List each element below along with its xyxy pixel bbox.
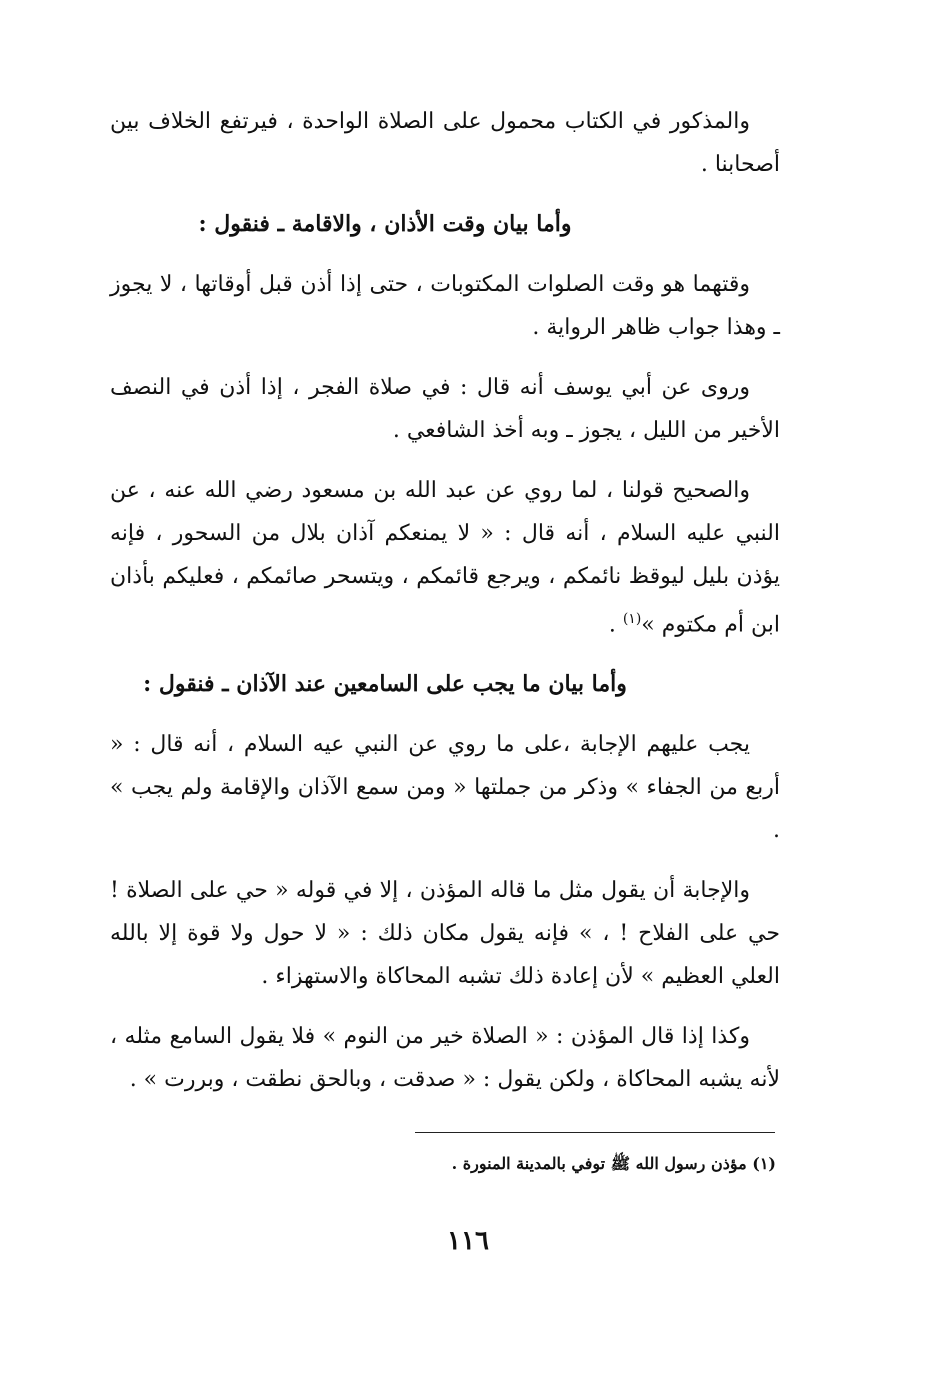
paragraph-4 <box>110 469 780 646</box>
footnote <box>452 1150 776 1178</box>
paragraph-2: وقتهما هو وقت الصلوات المكتوبات ، حتى إذا أذن قبل أوقاتها ، لا يجوز ـ وهذا جواب ظاهر الرواية . <box>110 272 780 340</box>
footnote-reference[interactable]: (١) <box>622 611 642 627</box>
paragraph-7: وكذا إذا قال المؤذن : « الصلاة خير من النوم » فلا يقول السامع مثله ، لأنه يشبه المحاكاة ، ولكن يقول : « صدقت ، وبالحق نطقت ، وبررت » . <box>110 1024 780 1093</box>
paragraph-1: والمذكور في الكتاب محمول على الصلاة الواحدة ، فيرتفع الخلاف بين أصحابنا . <box>110 109 780 177</box>
footnote-marker: (١) <box>752 1154 776 1173</box>
page-number: ١١٦ <box>447 1226 489 1256</box>
paragraph-3: وروى عن أبي يوسف أنه قال : في صلاة الفجر ، إذا أذن في النصف الأخير من الليل ، يجوز ـ وبه أخذ الشافعي . <box>110 375 780 443</box>
page-body <box>110 100 780 1118</box>
paragraph-5: يجب عليهم الإجابة ،على ما روي عن النبي عيه السلام ، أنه قال : « أربع من الجفاء » وذكر من جملتها « ومن سمع الآذان والإقامة ولم يجب » . <box>110 732 780 844</box>
section-heading-listeners: وأما بيان ما يجب على السامعين عند الآذان ـ فنقول : <box>143 671 627 698</box>
footnote-divider <box>415 1132 775 1133</box>
section-heading-adhan-time: وأما بيان وقت الأذان ، والاقامة ـ فنقول : <box>198 211 572 237</box>
paragraph-4-text: والصحيح قولنا ، لما روي عن عبد الله بن مسعود رضي الله عنه ، عن النبي عليه السلام ، أنه قال : « لا يمنعكم آذان بلال من السحور ، فإنه يؤذن بليل ليوقظ نائمكم ، ويرجع قائمكم ، ويتسحر صائمكم ، فعليكم بأذان ابن أم مكتوم » <box>110 478 781 638</box>
paragraph-6: والإجابة أن يقول مثل ما قاله المؤذن ، إلا في قوله « حي على الصلاة ! حي على الفلاح ! ، » فإنه يقول مكان ذلك : « لا حول ولا قوة إلا بالله العلي العظيم » لأن إعادة ذلك تشبه المحاكاة والاستهزاء . <box>110 878 780 990</box>
footnote-text: مؤذن رسول الله ﷺ توفي بالمدينة المنورة . <box>451 1154 747 1173</box>
paragraph-4-tail: . <box>608 612 623 638</box>
